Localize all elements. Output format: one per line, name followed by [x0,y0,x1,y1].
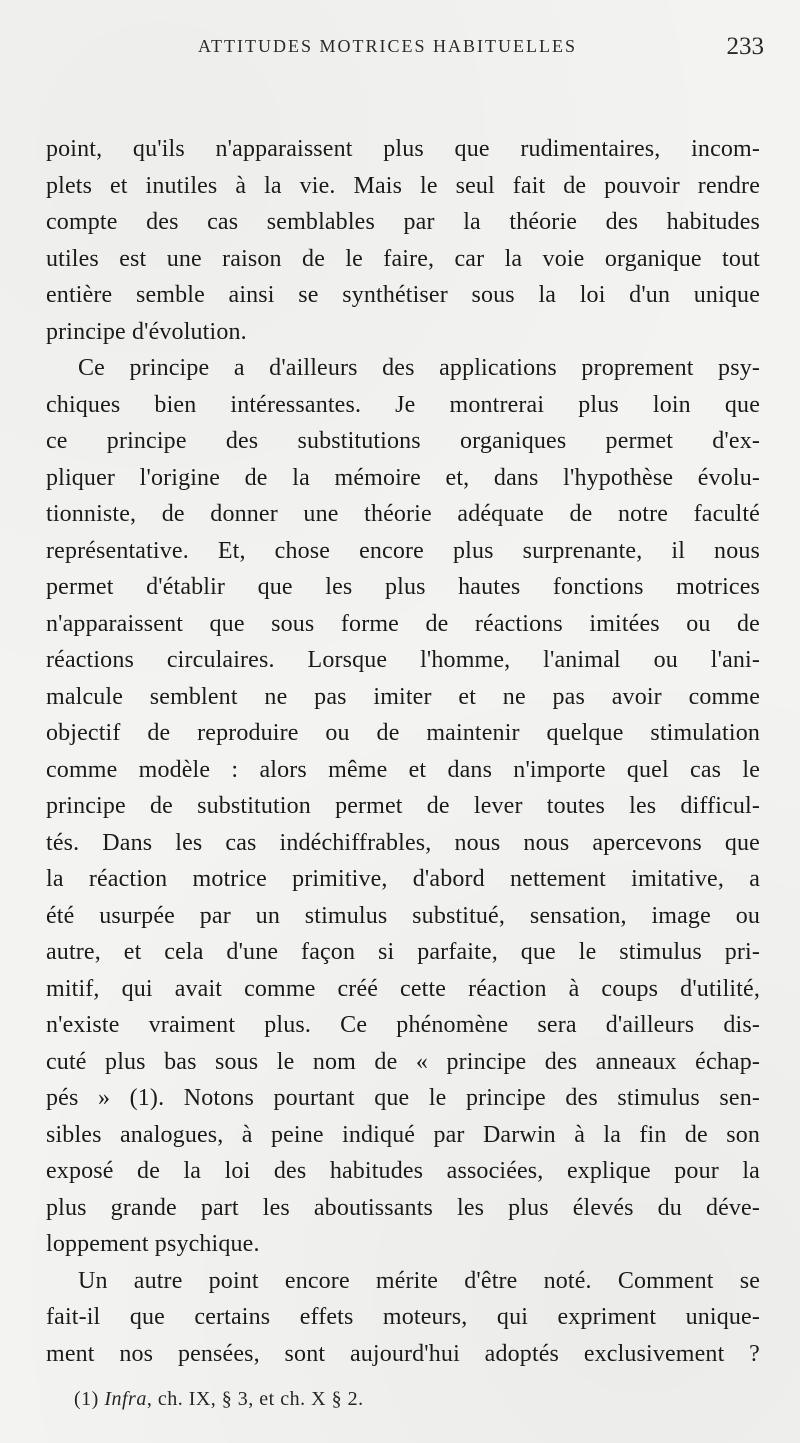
text-line: principe d'évolution. [46,318,247,345]
text-line: loppement psychique. [46,1231,260,1257]
text-line: n'existe vraiment plus. Ce phénomène sera d'ailleurs dis- [46,1012,760,1038]
text-line: entière semble ainsi se synthétiser sous la loi d'un unique [46,282,760,308]
page-header [46,33,764,74]
text-line: utiles est une raison de le faire, car la voie organique tout [46,245,760,272]
footnote-text: , ch. IX, § 3, et ch. X § 2. [146,1388,364,1410]
text-line: tés. Dans les cas indéchiffrables, nous nous apercevons que [46,829,760,856]
text-line: compte des cas semblables par la théorie des habitudes [46,209,760,235]
text-line: ce principe des substitutions organiques permet d'ex- [46,428,760,454]
text-line: pés » (1). Notons pourtant que le principe des stimulus sen- [46,1085,760,1111]
text-line: la réaction motrice primitive, d'abord nettement imitative, a [46,866,760,892]
text-line: permet d'établir que les plus hautes fonctions motrices [46,574,760,600]
text-line: réactions circulaires. Lorsque l'homme, l'animal ou l'ani- [46,647,760,673]
text-line: principe de substitution permet de lever toutes les difficul- [46,793,760,819]
text-line: tionniste, de donner une théorie adéquate de notre faculté [46,501,760,527]
text-line: mitif, qui avait comme créé cette réaction à coups d'utilité, [46,975,760,1002]
footnote-marker: (1) [74,1388,99,1410]
running-head: ATTITUDES MOTRICES HABITUELLES [198,36,577,56]
text-line: représentative. Et, chose encore plus surprenante, il nous [46,537,760,564]
paragraph-start-line: Un autre point encore mérite d'être noté. Comment se [78,1267,760,1294]
text-line: été usurpée par un stimulus substitué, sensation, image ou [46,902,760,929]
text-line: autre, et cela d'une façon si parfaite, que le stimulus pri- [46,939,760,965]
text-line: comme modèle : alors même et dans n'importe quel cas le [46,756,760,783]
text-line: malcule semblent ne pas imiter et ne pas avoir comme [46,683,760,710]
footnote-reference: Infra [104,1388,147,1410]
main-text [46,131,760,1372]
text-line: cuté plus bas sous le nom de « principe des anneaux échap- [46,1048,760,1075]
text-line: exposé de la loi des habitudes associées, explique pour la [46,1158,760,1184]
text-line: plets et inutiles à la vie. Mais le seul fait de pouvoir rendre [46,172,760,199]
text-line: chiques bien intéressantes. Je montrerai plus loin que [46,391,760,418]
text-line: objectif de reproduire ou de maintenir quelque stimulation [46,720,760,746]
text-line: point, qu'ils n'apparaissent plus que rudimentaires, incom- [46,136,760,162]
text-line: pliquer l'origine de la mémoire et, dans l'hypothèse évolu- [46,464,760,491]
paragraph-start-line: Ce principe a d'ailleurs des applications proprement psy- [78,355,760,381]
page-number: 233 [726,33,764,60]
text-line: fait-il que certains effets moteurs, qui expriment unique- [46,1304,760,1330]
text-line: plus grande part les aboutissants les plus élevés du déve- [46,1194,760,1221]
text-line: n'apparaissent que sous forme de réactions imitées ou de [46,610,760,637]
text-line: ment nos pensées, sont aujourd'hui adoptés exclusivement ? [46,1340,760,1367]
text-line: sibles analogues, à peine indiqué par Darwin à la fin de son [46,1121,760,1148]
footnote [74,1388,364,1411]
